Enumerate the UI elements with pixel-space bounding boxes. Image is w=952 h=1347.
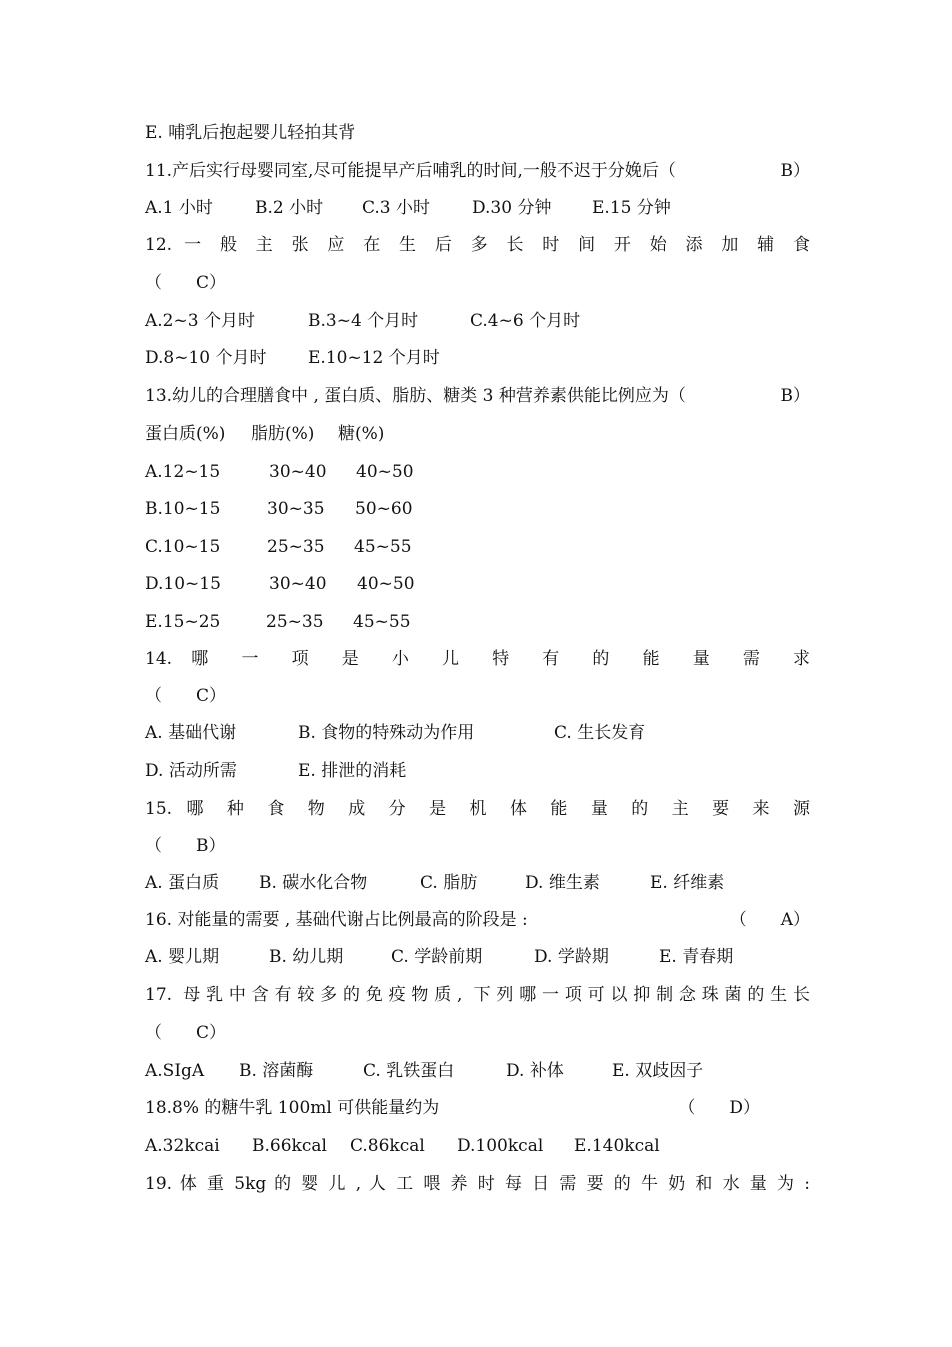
question-13-row (145, 536, 810, 558)
fat-range: 30~40 (269, 574, 327, 594)
fat-range: 25~35 (267, 537, 325, 557)
option-c: C.4~6 个月时 (470, 311, 581, 331)
option-b: B.3~4 个月时 (308, 311, 419, 331)
question-13-row (145, 461, 810, 483)
option-label: B.10~15 (145, 499, 221, 519)
question-12-answer (145, 272, 810, 294)
question-17 (145, 984, 810, 1006)
option-a: A.SIgA (145, 1061, 205, 1081)
text: E. 哺乳后抱起婴儿轻拍其背 (145, 123, 356, 143)
question-17-answer (145, 1022, 810, 1044)
answer: （ C） (145, 273, 227, 293)
option-label: E.15~25 (145, 612, 221, 632)
option-label: D.10~15 (145, 574, 221, 594)
question-13-header (145, 423, 810, 445)
question-12-options-2 (145, 347, 810, 369)
answer: （ B） (145, 836, 226, 856)
option-d: D.100kcal (457, 1136, 544, 1156)
question-13-row (145, 498, 810, 520)
option-c: C.86kcal (350, 1136, 425, 1156)
option-d: D. 活动所需 (145, 761, 237, 781)
option-a: A. 基础代谢 (145, 723, 237, 743)
option-c: C.3 小时 (362, 198, 431, 218)
question-14-answer (145, 685, 810, 707)
question-19 (145, 1173, 810, 1195)
sugar-range: 45~55 (353, 612, 411, 632)
question-17-options (145, 1060, 810, 1082)
option-e: E. 青春期 (659, 947, 734, 967)
question-text: 18.8% 的糖牛乳 100ml 可供能量约为 (145, 1098, 440, 1118)
option-d: D.8~10 个月时 (145, 348, 267, 368)
question-15 (145, 798, 810, 820)
option-d: D. 学龄期 (534, 947, 609, 967)
option-c: C. 学龄前期 (391, 947, 483, 967)
option-e: E. 排泄的消耗 (298, 761, 407, 781)
question-18 (145, 1097, 810, 1119)
sugar-range: 40~50 (356, 462, 414, 482)
question-12-options (145, 310, 810, 332)
option-c: C. 生长发育 (554, 723, 646, 743)
question-15-answer (145, 835, 810, 857)
sugar-range: 50~60 (355, 499, 413, 519)
option-b: B. 食物的特殊动为作用 (298, 723, 475, 743)
option-e: E.15 分钟 (592, 198, 671, 218)
option-label: A.12~15 (145, 462, 221, 482)
question-text: 13.幼儿的合理膳食中 , 蛋白质、脂肪、糖类 3 种营养素供能比例应为（ (145, 386, 686, 406)
question-13 (145, 385, 810, 407)
option-label: C.10~15 (145, 537, 221, 557)
answer: （ C） (145, 1023, 227, 1043)
question-12 (145, 234, 810, 256)
option-e: E. 双歧因子 (612, 1061, 704, 1081)
option-d: D.30 分钟 (472, 198, 552, 218)
answer: B） (780, 161, 810, 181)
question-13-row (145, 573, 810, 595)
question-text: 11.产后实行母婴同室,尽可能提早产后哺乳的时间,一般不迟于分娩后（ (145, 161, 676, 181)
option-d: D. 维生素 (525, 873, 600, 893)
option-a: A. 婴儿期 (145, 947, 220, 967)
option-b: B.2 小时 (255, 198, 324, 218)
header-fat: 脂肪(%) (251, 424, 315, 444)
fat-range: 25~35 (266, 612, 324, 632)
question-16 (145, 909, 810, 931)
option-line (145, 122, 810, 144)
option-e: E.140kcal (574, 1136, 660, 1156)
option-e: E. 纤维素 (650, 873, 725, 893)
question-text: 14. 哪 一 项 是 小 儿 特 有 的 能 量 需 求 (145, 649, 810, 669)
option-c: C. 乳铁蛋白 (363, 1061, 455, 1081)
option-b: B. 幼儿期 (269, 947, 344, 967)
option-a: A.2~3 个月时 (145, 311, 255, 331)
question-15-options (145, 872, 810, 894)
sugar-range: 45~55 (354, 537, 412, 557)
question-11-options (145, 197, 810, 219)
answer: （ C） (145, 686, 227, 706)
option-b: B. 碳水化合物 (259, 873, 368, 893)
question-16-options (145, 946, 810, 968)
answer: （ A） (729, 910, 810, 930)
question-text: 12. 一 般 主 张 应 在 生 后 多 长 时 间 开 始 添 加 辅 食 (145, 235, 810, 255)
option-b: B. 溶菌酶 (239, 1061, 314, 1081)
option-a: A.1 小时 (145, 198, 213, 218)
answer: （ D） (678, 1098, 760, 1118)
option-d: D. 补体 (506, 1061, 564, 1081)
option-a: A. 蛋白质 (145, 873, 220, 893)
option-b: B.66kcal (252, 1136, 327, 1156)
option-a: A.32kcai (145, 1136, 220, 1156)
question-text: 15. 哪 种 食 物 成 分 是 机 体 能 量 的 主 要 来 源 (145, 799, 810, 819)
question-text: 17. 母乳中含有较多的免疫物质, 下列哪一项可以抑制念珠菌的生长 (145, 985, 810, 1005)
question-14 (145, 648, 810, 670)
question-text: 19. 体 重 5kg 的 婴 儿 , 人 工 喂 养 时 每 日 需 要 的 牛 奶 和 水 量 为 : (145, 1174, 810, 1194)
sugar-range: 40~50 (357, 574, 415, 594)
answer: B） (780, 386, 810, 406)
option-c: C. 脂肪 (420, 873, 478, 893)
question-14-options (145, 722, 810, 744)
option-e: E.10~12 个月时 (308, 348, 440, 368)
header-sugar: 糖(%) (338, 424, 385, 444)
question-18-options (145, 1135, 810, 1157)
question-11 (145, 160, 810, 182)
question-14-options-2 (145, 760, 810, 782)
question-13-row (145, 611, 810, 633)
fat-range: 30~35 (267, 499, 325, 519)
fat-range: 30~40 (269, 462, 327, 482)
header-protein: 蛋白质(%) (145, 424, 226, 444)
question-text: 16. 对能量的需要 , 基础代谢占比例最高的阶段是 : (145, 910, 528, 930)
